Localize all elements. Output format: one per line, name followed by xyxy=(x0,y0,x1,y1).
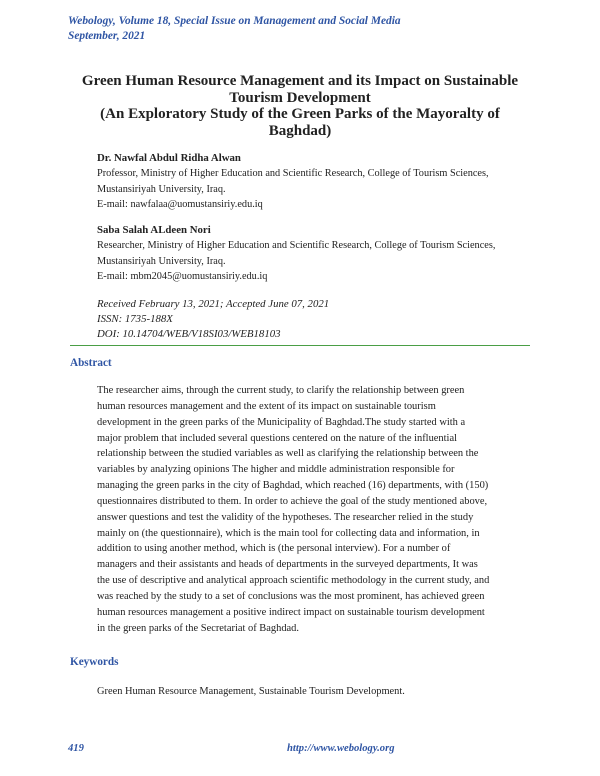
abstract-line: relationship between the studied variables as well as clarifying the relationship between the xyxy=(97,448,479,460)
abstract-line: mainly on (the questionnaire), which is the main tool for collecting data and information, in xyxy=(97,527,480,539)
abstract-line: addition to using another method, which is (the personal interview). For a number of xyxy=(97,543,451,555)
abstract-line: human resources management and the extent of its impact on sustainable tourism xyxy=(97,400,436,412)
abstract-line: The researcher aims, through the current study, to clarify the relationship between green xyxy=(97,385,465,396)
abstract-line: questionnaires distributed to them. In order to achieve the goal of the study mentioned above, xyxy=(97,495,488,507)
author-email: E-mail: mbm2045@uomustansiriy.edu.iq xyxy=(97,271,268,283)
author-affiliation: Mustansiriyah University, Iraq. xyxy=(97,255,226,267)
abstract-line: managing the green parks in the city of Baghdad, which reached (16) departments, with (150) xyxy=(97,480,489,492)
author-affiliation: Researcher, Ministry of Higher Education and Scientific Research, College of Tourism Sciences, xyxy=(97,240,496,252)
abstract-line: answer questions and test the validity of the hypotheses. The researcher relied in the study xyxy=(97,511,474,523)
title-line: Tourism Development xyxy=(229,89,371,106)
abstract-line: major problem that included several questions centered on the nature of the influential xyxy=(97,432,457,444)
author-block-2 xyxy=(97,223,557,285)
abstract-body xyxy=(97,383,522,637)
publication-info xyxy=(97,297,537,341)
issn: ISSN: 1735-188X xyxy=(97,312,173,325)
journal-url[interactable]: http://www.webology.org xyxy=(287,743,395,754)
title-line: (An Exploratory Study of the Green Parks of the Mayoralty of xyxy=(100,106,500,123)
page-number: 419 xyxy=(68,743,84,754)
paper-title xyxy=(60,73,540,139)
abstract-line: human resources management a positive indirect impact on sustainable tourism development xyxy=(97,606,485,618)
author-email: E-mail: nawfalaa@uomustansiriy.edu.iq xyxy=(97,199,263,211)
author-block-1 xyxy=(97,151,557,213)
abstract-line: the use of descriptive and analytical approach scientific methodology in the current study, and xyxy=(97,575,490,587)
abstract-line: variables by analyzing opinions The higher and middle administration responsible for xyxy=(97,464,455,476)
journal-date-line: September, 2021 xyxy=(68,29,146,42)
keywords-text: Green Human Resource Management, Sustainable Tourism Development. xyxy=(97,686,405,697)
author-affiliation: Professor, Ministry of Higher Education and Scientific Research, College of Tourism Sciences, xyxy=(97,168,489,180)
abstract-line: managers and their assistants and heads of departments in the surveyed departments, It was xyxy=(97,559,478,571)
journal-volume-line: Webology, Volume 18, Special Issue on Management and Social Media xyxy=(68,15,401,27)
title-line: Baghdad) xyxy=(268,122,332,139)
abstract-heading: Abstract xyxy=(70,357,112,369)
title-line: Green Human Resource Management and its Impact on Sustainable xyxy=(81,73,519,89)
received-date: Received February 13, 2021; Accepted June 07, 2021 xyxy=(97,298,330,310)
abstract-line: in the green parks of the Secretariat of Baghdad. xyxy=(97,622,300,634)
abstract-line: was reached by the study to a set of conclusions was the most prominent, has achieved green xyxy=(97,590,485,602)
author-name: Saba Salah ALdeen Nori xyxy=(97,224,211,236)
journal-header xyxy=(68,14,538,43)
section-divider xyxy=(70,345,530,346)
doi: DOI: 10.14704/WEB/V18SI03/WEB18103 xyxy=(97,327,281,340)
author-affiliation: Mustansiriyah University, Iraq. xyxy=(97,183,226,195)
abstract-line: development in the green parks of the Municipality of Baghdad.The study started with a xyxy=(97,416,466,428)
author-name: Dr. Nawfal Abdul Ridha Alwan xyxy=(97,152,241,164)
keywords-heading: Keywords xyxy=(70,656,119,668)
